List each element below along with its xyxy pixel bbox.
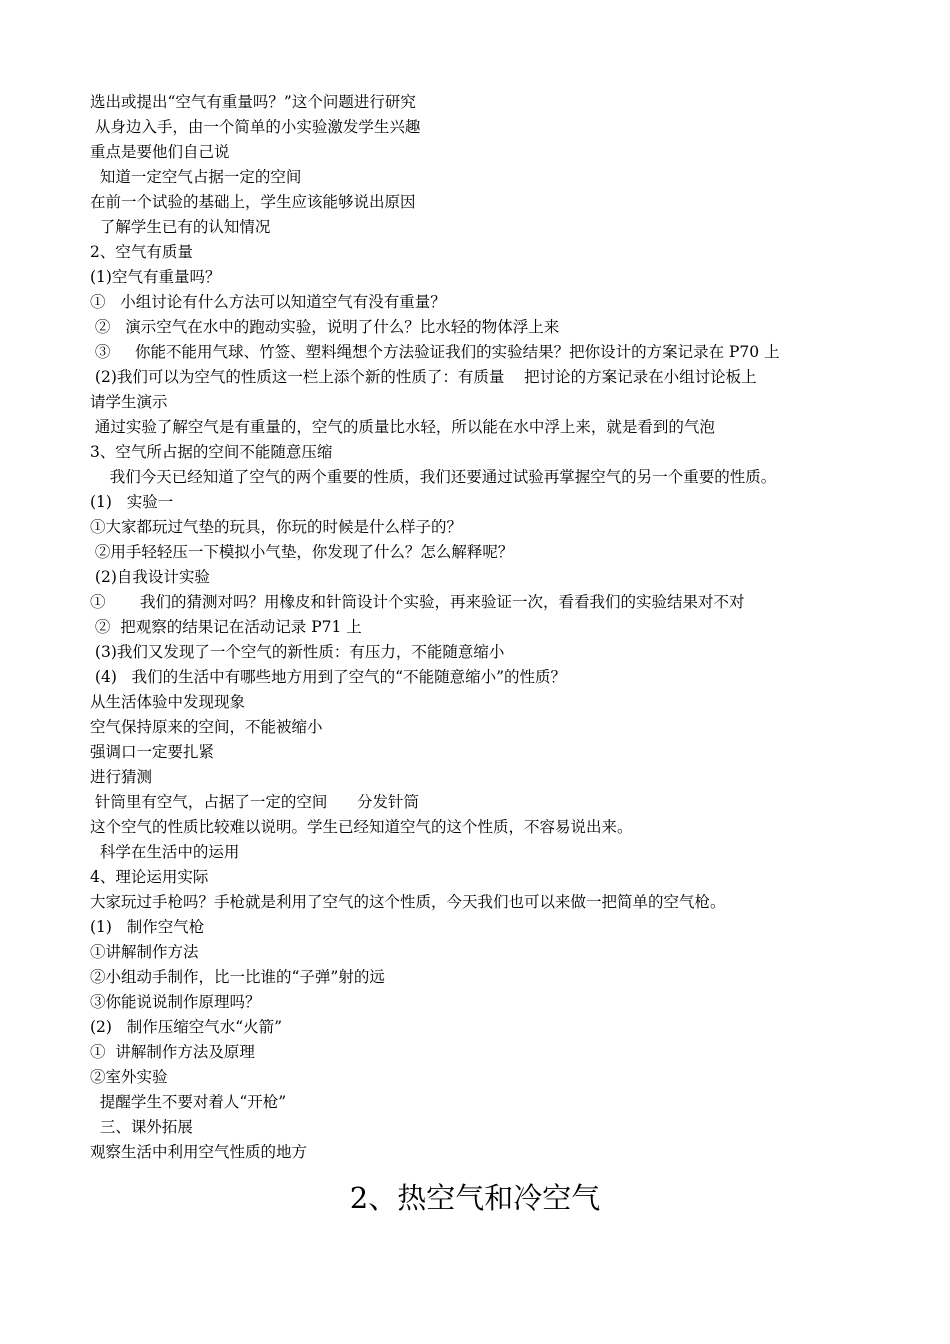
text-line: (3)我们又发现了一个空气的新性质：有压力，不能随意缩小 [90,643,505,661]
text-line: 科学在生活中的运用 [90,843,240,861]
text-line: ②小组动手制作，比一比谁的“子弹”射的远 [90,968,385,986]
text-line: 了解学生已有的认知情况 [90,218,271,236]
text-line: 3、空气所占据的空间不能随意压缩 [90,443,333,461]
text-line: 通过实验了解空气是有重量的，空气的质量比水轻，所以能在水中浮上来，就是看到的气泡 [90,418,715,436]
text-line: 我们今天已经知道了空气的两个重要的性质，我们还要通过试验再掌握空气的另一个重要的性质。 [90,468,777,486]
text-line: 大家玩过手枪吗？手枪就是利用了空气的这个性质，今天我们也可以来做一把简单的空气枪。 [90,893,726,911]
text-line: (1)空气有重量吗？ [90,268,221,286]
text-line: ②用手轻轻压一下模拟小气垫，你发现了什么？怎么解释呢？ [90,543,514,561]
text-line: ①大家都玩过气垫的玩具，你玩的时候是什么样子的？ [90,518,463,536]
text-line: 针筒里有空气，占据了一定的空间 分发针筒 [90,793,419,811]
text-line: 4、理论运用实际 [90,868,209,886]
text-line: 2、空气有质量 [90,243,193,261]
text-line: ① 小组讨论有什么方法可以知道空气有没有重量？ [90,293,446,311]
text-line: 请学生演示 [90,393,168,411]
text-line: ② 把观察的结果记在活动记录 P71 上 [90,618,362,636]
text-line: 在前一个试验的基础上，学生应该能够说出原因 [90,193,416,211]
text-line: 知道一定空气占据一定的空间 [90,168,302,186]
text-line: ③ 你能不能用气球、竹签、塑料绳想个方法验证我们的实验结果？把你设计的方案记录在 P70 上 [90,343,780,361]
text-line: 三、课外拓展 [90,1118,193,1136]
section-heading: 2、热空气和冷空气 [349,1181,601,1215]
text-line: ① 讲解制作方法及原理 [90,1043,255,1061]
text-line: 从身边入手，由一个简单的小实验激发学生兴趣 [90,118,421,136]
text-line: (2)我们可以为空气的性质这一栏上添个新的性质了：有质量 把讨论的方案记录在小组讨论板上 [90,368,757,386]
text-line: 选出或提出“空气有重量吗？”这个问题进行研究 [90,93,416,111]
text-line: ①讲解制作方法 [90,943,199,961]
text-line: ① 我们的猜测对吗？用橡皮和针筒设计个实验，再来验证一次，看看我们的实验结果对不对 [90,593,745,611]
text-line: 重点是要他们自己说 [90,143,230,161]
body-text [90,90,870,1165]
text-line: ③你能说说制作原理吗？ [90,993,261,1011]
text-line: (1) 实验一 [90,493,174,511]
text-line: (2)自我设计实验 [90,568,210,586]
text-line: 从生活体验中发现现象 [90,693,246,711]
text-line: 这个空气的性质比较难以说明。学生已经知道空气的这个性质，不容易说出来。 [90,818,633,836]
text-line: (4) 我们的生活中有哪些地方用到了空气的“不能随意缩小”的性质？ [90,668,567,686]
text-line: ② 演示空气在水中的跑动实验，说明了什么？比水轻的物体浮上来 [90,318,560,336]
text-line: 提醒学生不要对着人“开枪” [90,1093,287,1111]
text-line: 强调口一定要扎紧 [90,743,215,761]
text-line: 进行猜测 [90,768,153,786]
text-line: 观察生活中利用空气性质的地方 [90,1143,308,1161]
text-line: (2) 制作压缩空气水“火箭” [90,1018,283,1036]
text-line: 空气保持原来的空间，不能被缩小 [90,718,323,736]
text-line: ②室外实验 [90,1068,168,1086]
text-line: (1) 制作空气枪 [90,918,205,936]
